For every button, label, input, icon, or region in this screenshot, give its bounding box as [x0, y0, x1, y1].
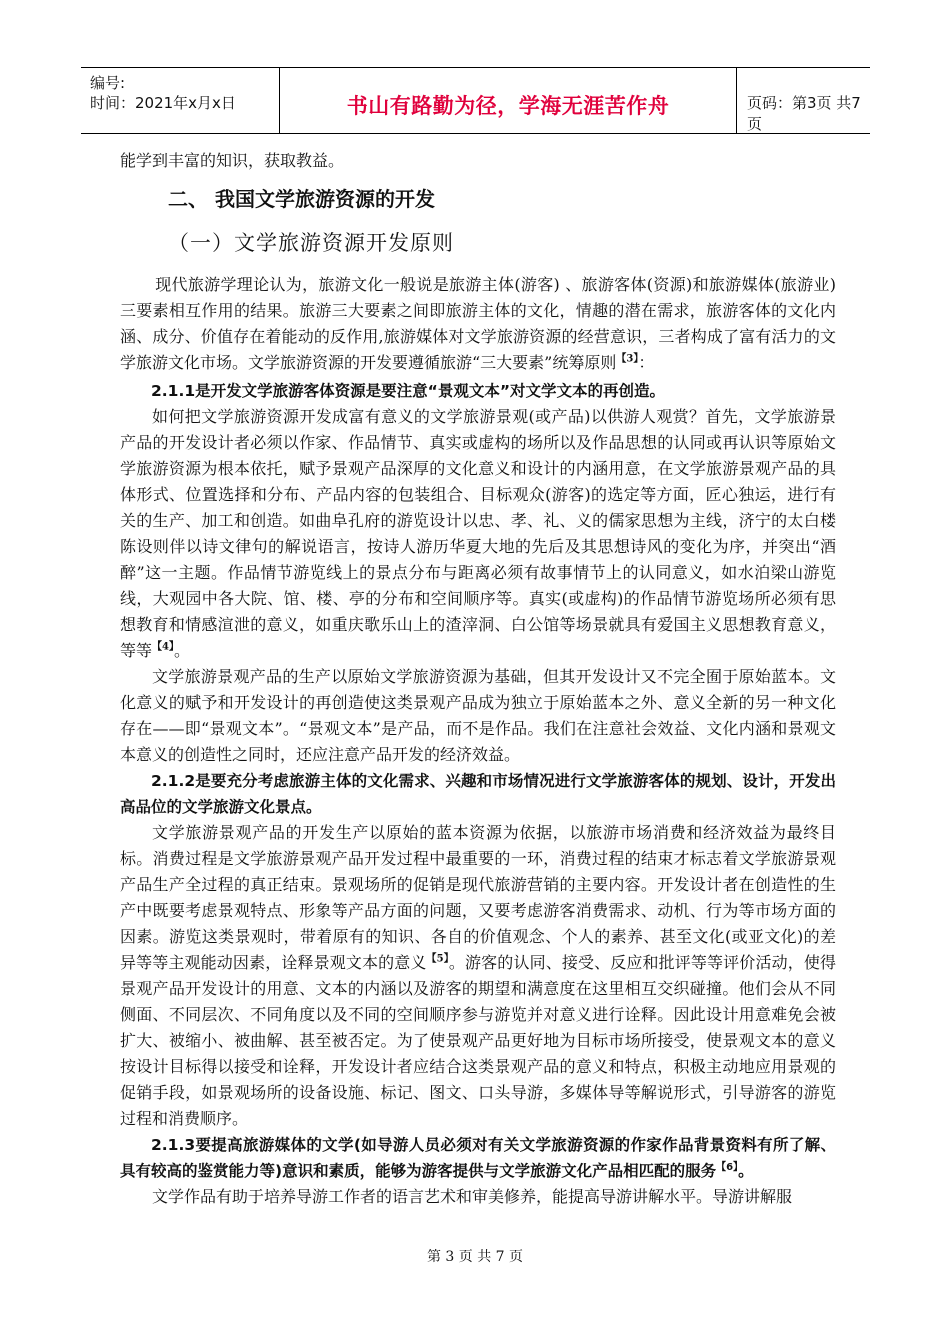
paragraph [120, 820, 836, 1132]
paragraph: 文学旅游景观产品的生产以原始文学旅游资源为基础，但其开发设计又不完全囿于原始蓝本。文化意义的赋予和开发设计的再创造使这类景观产品成为独立于原始蓝本之外、意义全新的另一种文化存在——即“景观文本”。“景观文本”是产品，而不是作品。我们在注意社会效益、文化内涵和景观文本意义的创造性之同时，还应注意产品开发的经济效益。 [120, 667, 836, 764]
subheading-2-1-2: 2.1.2是要充分考虑旅游主体的文化需求、兴趣和市场情况进行文学旅游客体的规划、设计，开发出高品位的文学旅游文化景点。 [120, 772, 836, 816]
paragraph-text: 文学旅游景观产品的开发生产以原始的蓝本资源为依据，以旅游市场消费和经济效益为最终目标。消费过程是文学旅游景观产品开发过程中最重要的一环，消费过程的结束才标志着文学旅游景观产品生产全过程的真正结束。景观场所的促销是现代旅游营销的主要内容。开发设计者在创造性的生产中既要考虑景观特点、形象等产品方面的问题，又要考虑游客消费需求、动机、行为等市场方面的因素。游览这类景观时，带着原有的知识、各自的价值观念、个人的素养、甚至文化(或亚文化)的差异等等主观能动因素，诠释景观文本的意义 [120, 823, 836, 972]
paragraph-tail: 。 [173, 641, 190, 660]
paragraph: 文学作品有助于培养导游工作者的语言艺术和审美修养，能提高导游讲解水平。导游讲解服 [152, 1187, 793, 1206]
subheading-text: 2.1.3要提高旅游媒体的文学(如导游人员必须对有关文学旅游资源的作家作品背景资料有所了解、具有较高的鉴赏能力等)意识和素质，能够为游客提供与文学旅游文化产品相匹配的服务 [120, 1136, 836, 1180]
citation-ref: 【3】 [616, 353, 639, 365]
subsection-title: （一）文学旅游资源开发原则 [168, 231, 454, 255]
section-title: 二、 我国文学旅游资源的开发 [168, 187, 435, 211]
document-header [81, 67, 870, 134]
header-slogan-cell [279, 68, 737, 133]
citation-ref: 【4】 [152, 641, 174, 653]
subheading-2-1-3 [120, 1132, 836, 1184]
header-meta-cell [81, 68, 279, 133]
header-page-info: 页码：第3页 共7页 [747, 94, 861, 133]
intro-line: 能学到丰富的知识，获取教益。 [120, 151, 345, 170]
citation-ref: 【5】 [426, 953, 449, 965]
paragraph-tail: ： [638, 353, 655, 372]
subheading-tail: 。 [738, 1162, 754, 1180]
header-time-label: 时间：2021年x月x日 [90, 94, 236, 112]
paragraph [120, 272, 836, 376]
paragraph-text: 现代旅游学理论认为，旅游文化一般说是旅游主体(游客) 、旅游客体(资源)和旅游媒体(旅游业)三要素相互作用的结果。旅游三大要素之间即旅游主体的文化，情趣的潜在需求，旅游客体的文化内涵、成分、价值存在着能动的反作用,旅游媒体对文学旅游资源的经营意识，三者构成了富有活力的文学旅游文化市场。文学旅游资源的开发要遵循旅游“三大要素”统筹原则 [120, 275, 836, 372]
document-body [120, 148, 836, 1210]
subheading-2-1-1: 2.1.1是开发文学旅游客体资源是要注意“景观文本”对文学文本的再创造。 [151, 382, 666, 400]
header-slogan: 书山有路勤为径，学海无涯苦作舟 [346, 94, 670, 118]
citation-ref: 【6】 [716, 1161, 739, 1173]
paragraph [120, 404, 836, 664]
page-footer: 第 3 页 共 7 页 [426, 1249, 524, 1265]
paragraph-text: 。游客的认同、接受、反应和批评等等评价活动，使得景观产品开发设计的用意、文本的内涵以及游客的期望和满意度在这里相互交织碰撞。他们会从不同侧面、不同层次、不同角度以及不同的空间顺序参与游览并对意义进行诠释。因此设计用意难免会被扩大、被缩小、被曲解、甚至被否定。为了使景观产品更好地为目标市场所接受，使景观文本的意义按设计目标得以接受和诠释，开发设计者应结合这类景观产品的意义和特点，积极主动地应用景观的促销手段，如景观场所的设备设施、标记、图文、口头导游，多媒体导等解说形式，引导游客的游览过程和消费顺序。 [120, 953, 836, 1128]
header-page-cell [735, 68, 870, 133]
header-number-label: 编号: [90, 74, 126, 92]
paragraph-text: 如何把文学旅游资源开发成富有意义的文学旅游景观(或产品)以供游人观赏？首先，文学旅游景产品的开发设计者必须以作家、作品情节、真实或虚构的场所以及作品思想的认同或再认识等原始文学旅游资源为根本依托，赋予景观产品深厚的文化意义和设计的内涵用意，在文学旅游景观产品的具体形式、位置选择和分布、产品内容的包装组合、目标观众(游客)的选定等方面，匠心独运，进行有关的生产、加工和创造。如曲阜孔府的游览设计以忠、孝、礼、义的儒家思想为主线，济宁的太白楼陈设则伴以诗文律句的解说语言，按诗人游历华夏大地的先后及其思想诗风的变化为序，并突出“酒醉”这一主题。作品情节游览线上的景点分布与距离必须有故事情节上的认同意义，如水泊梁山游览线，大观园中各大院、馆、楼、亭的分布和空间顺序等。真实(或虚构)的作品情节游览场所必须有思想教育和情感渲泄的意义，如重庆歌乐山上的渣滓洞、白公馆等场景就具有爱国主义思想教育意义，等等 [120, 407, 836, 660]
